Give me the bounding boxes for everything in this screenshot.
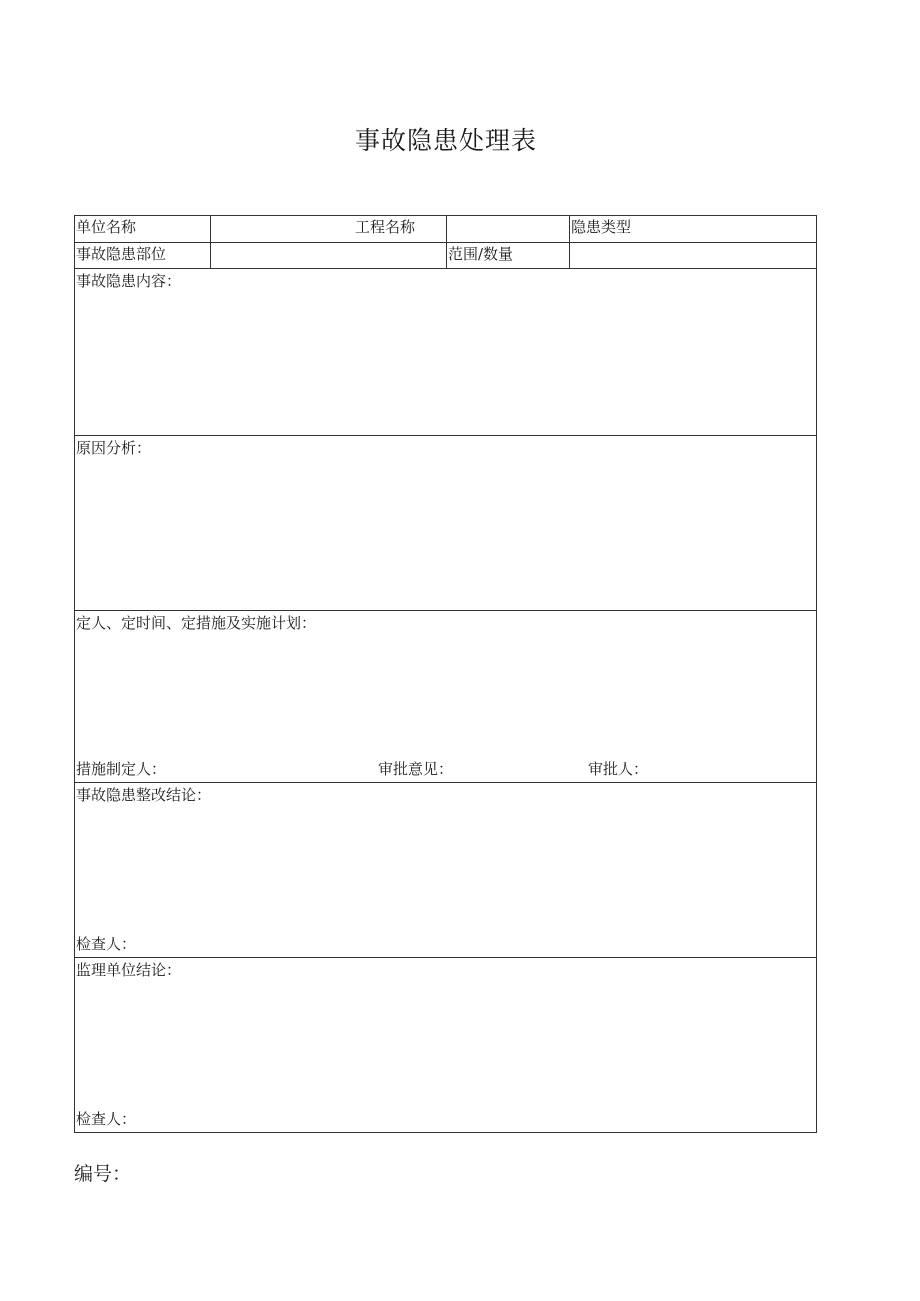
approver-label: 审批人： — [588, 760, 649, 778]
rectification-conclusion-section[interactable] — [75, 783, 816, 958]
scope-quantity-field[interactable] — [570, 243, 816, 268]
page-title: 事故隐患处理表 — [354, 126, 537, 155]
project-name-field[interactable] — [447, 216, 570, 242]
serial-number-label: 编号： — [74, 1163, 132, 1185]
project-name-label: 工程名称 — [355, 218, 416, 236]
unit-name-label: 单位名称 — [75, 216, 211, 242]
supervision-conclusion-label: 监理单位结论： — [76, 961, 182, 979]
hazard-location-label: 事故隐患部位 — [75, 243, 211, 268]
plan-section[interactable] — [75, 611, 816, 783]
hazard-content-label: 事故隐患内容： — [76, 272, 182, 290]
scope-quantity-label: 范围/数量 — [447, 243, 570, 268]
table-row-unit-project — [75, 216, 816, 243]
plan-label: 定人、定时间、定措施及实施计划： — [76, 614, 317, 632]
unit-name-field[interactable] — [211, 216, 447, 242]
rectification-conclusion-label: 事故隐患整改结论： — [76, 786, 212, 804]
approval-opinion-label: 审批意见： — [378, 760, 454, 778]
hazard-location-field[interactable] — [211, 243, 447, 268]
hazard-content-section[interactable] — [75, 269, 816, 436]
hazard-type-label: 隐患类型 — [571, 218, 632, 236]
cause-analysis-label: 原因分析： — [76, 439, 152, 457]
supervision-conclusion-section[interactable] — [75, 958, 816, 1132]
table-row-location-scope — [75, 243, 816, 269]
inspector-label-2: 检查人： — [76, 1110, 137, 1128]
hazard-form-table — [74, 215, 817, 1133]
measure-maker-label: 措施制定人： — [76, 760, 167, 778]
inspector-label-1: 检查人： — [76, 935, 137, 953]
cause-analysis-section[interactable] — [75, 436, 816, 611]
